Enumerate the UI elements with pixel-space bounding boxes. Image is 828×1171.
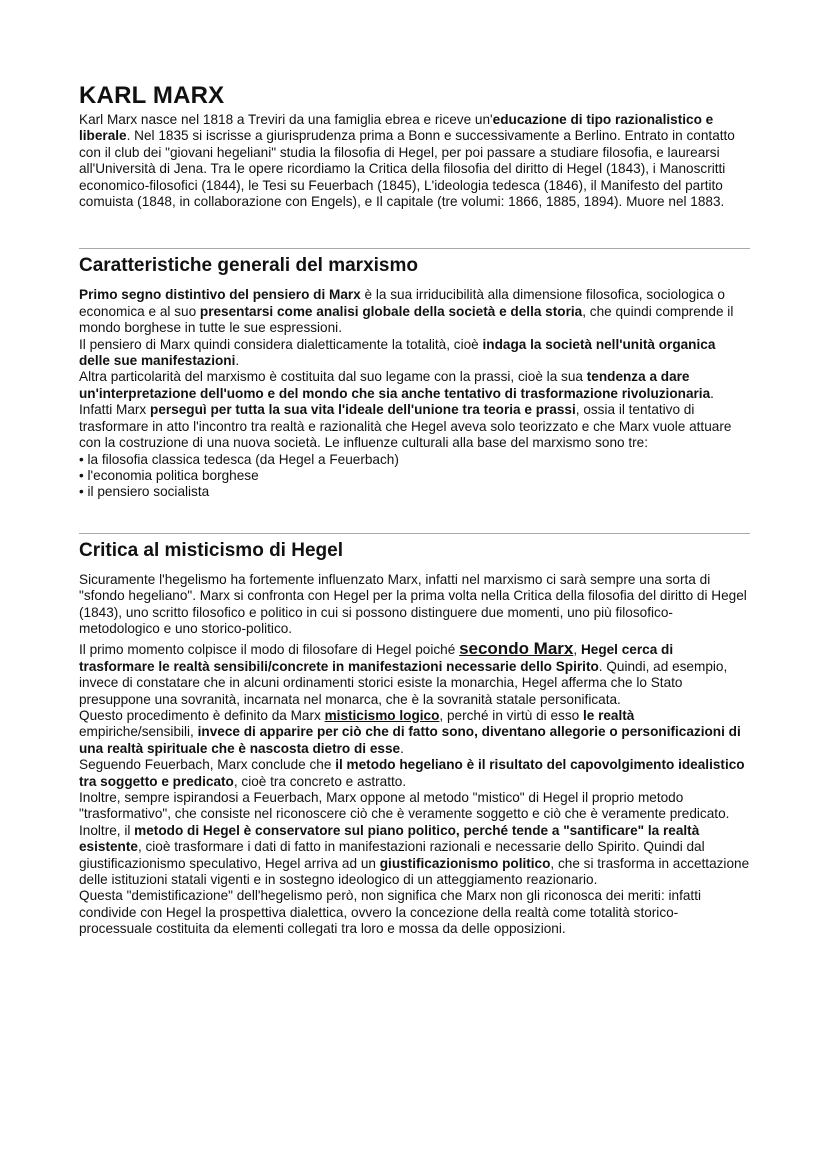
- bold-text: il metodo hegeliano è il risultato del capovolgimento idealistico tra soggetto e predicato: [79, 757, 745, 789]
- text-run: Il primo momento colpisce il modo di filosofare di Hegel poiché: [79, 642, 460, 658]
- influences-list: [79, 452, 750, 501]
- bold-text: tendenza a dare un'interpretazione dell'uomo e del mondo che sia anche tentativo di trasformazione rivoluzionaria: [79, 369, 711, 401]
- marxismo-paragraph-2: [79, 337, 750, 370]
- text-run: Il pensiero di Marx quindi considera dialetticamente la totalità, cioè: [79, 336, 483, 352]
- hegel-paragraph-4: [79, 757, 750, 790]
- bold-text: perseguì per tutta la sua vita l'ideale dell'unione tra teoria e prassi: [150, 402, 576, 418]
- text-run: è la sua irriducibilità alla dimensione filosofica, sociologica o economica e al suo: [79, 287, 725, 319]
- text-run: . Nel 1835 si iscrisse a giurisprudenza prima a Bonn e successivamente a Berlino. Entrato in contatto con il club dei "giovani hegeliani" studia la filosofia di Hegel, per poi passare a studiare filosofia, e laurearsi all'Università di Jena. Tra le opere ricordiamo la Critica della filosofia del diritto di Hegel (1843), i Manoscritti economico-filosofici (1844), le Tesi su Feuerbach (1845), L'ideologia tedesca (1846), il Manifesto del partito comuista (1848, in collaborazione con Engels), e Il capitale (tre volumi: 1866, 1885, 1894). Muore nel 1883.: [79, 128, 735, 210]
- emphasis-text: secondo Marx: [459, 639, 574, 659]
- text-run: , cioè tra concreto e astratto.: [233, 773, 407, 789]
- text-run: , che quindi comprende il mondo borghese in tutte le sue espressioni.: [79, 303, 734, 336]
- list-item: • la filosofia classica tedesca (da Hegel a Feuerbach): [79, 451, 399, 467]
- text-run: , perché in virtù di esso: [439, 707, 583, 723]
- bold-text: educazione di tipo razionalistico e liberale: [79, 112, 714, 144]
- bold-text: indaga la società nell'unità organica delle sue manifestazioni: [79, 336, 716, 369]
- section-heading-hegel: Critica al misticismo di Hegel: [79, 539, 343, 561]
- hegel-paragraph-6: Questa "demistificazione" dell'hegelismo però, non significa che Marx non gli riconosca dei meriti: infatti condivide con Hegel la prospettiva dialettica, ovvero la concezione della realtà come totalità storico-processuale costituita da elementi collegati tra loro e mossa da delle opposizioni.: [79, 888, 702, 937]
- text-run: empiriche/sensibili,: [79, 724, 198, 740]
- bold-text: le realtà: [582, 707, 635, 723]
- underlined-bold-text: misticismo logico: [324, 707, 440, 723]
- text-run: .: [400, 740, 404, 756]
- section-divider: [79, 248, 750, 249]
- bold-text: Hegel cerca di trasformare le realtà sensibili/concrete in manifestazioni necessarie dello Spirito: [79, 642, 674, 674]
- bold-text: Primo segno distintivo del pensiero di Marx: [79, 287, 361, 303]
- text-run: , ossia il tentativo di trasformare in atto l'incontro tra realtà e razionalità che Hegel aveva solo teorizzato e che Marx vuole attuare con la costruzione di una nuova società. Le influenze culturali alla base del marxismo sono tre:: [79, 402, 732, 451]
- list-item: • il pensiero socialista: [79, 484, 210, 500]
- hegel-paragraph-1: Sicuramente l'hegelismo ha fortemente influenzato Marx, infatti nel marxismo ci sarà sempre una sorta di "sfondo hegeliano". Marx si confronta con Hegel per la prima volta nella Critica della filosofia del diritto di Hegel (1843), uno scritto filosofico e politico in cui si possono distinguere due momenti, uno più filosofico-metodologico e uno storico-politico.: [79, 571, 747, 636]
- hegel-paragraph-3: [79, 708, 750, 757]
- text-run: . Quindi, ad esempio, invece di constatare che in alcuni ordinamenti storici esiste la monarchia, Hegel afferma che lo Stato presuppone una sovranità, incarnata nel monarca, che è la sovranità statale personificata.: [79, 658, 728, 707]
- text-run: , cioè trasformare i dati di fatto in manifestazioni razionali e necessarie dello Spirito. Quindi dal giustificazionismo speculativo, Hegel arriva ad un: [79, 839, 705, 871]
- bold-text: giustificazionismo politico: [379, 855, 551, 871]
- text-run: Karl Marx nasce nel 1818 a Treviri da una famiglia ebrea e riceve un': [79, 112, 493, 127]
- bold-text: presentarsi come analisi globale della società e della storia: [199, 303, 583, 319]
- page-title: KARL MARX: [79, 82, 225, 109]
- text-run: .: [235, 353, 240, 369]
- bold-text: invece di apparire per ciò che di fatto sono, diventano allegorie o personificazioni di una realtà spirituale che è nascosta dietro di esse: [79, 724, 741, 756]
- text-run: Questo procedimento è definito da Marx: [79, 707, 325, 723]
- text-run: . Infatti Marx: [79, 385, 714, 418]
- text-run: Altra particolarità del marxismo è costituita dal suo legame con la prassi, cioè la sua: [79, 369, 587, 385]
- biography-paragraph: [79, 112, 750, 210]
- list-item: • l'economia politica borghese: [79, 467, 259, 483]
- marxismo-paragraph-1: [79, 287, 750, 336]
- hegel-paragraph-5: [79, 790, 750, 888]
- hegel-paragraph-2: [79, 641, 750, 708]
- marxismo-paragraph-3: [79, 369, 750, 451]
- text-run: , che si trasforma in accettazione delle istituzioni statali vigenti e in sostegno ideologico di un atteggiamento reazionario.: [79, 855, 750, 888]
- section-heading-marxismo: Caratteristiche generali del marxismo: [79, 255, 418, 277]
- text-run: Seguendo Feuerbach, Marx conclude che: [79, 757, 336, 773]
- section-divider: [79, 533, 750, 534]
- text-run: ,: [573, 642, 581, 658]
- bold-text: metodo di Hegel è conservatore sul piano politico, perché tende a "santificare" la realtà esistente: [79, 822, 700, 855]
- text-run: Inoltre, sempre ispirandosi a Feuerbach, Marx oppone al metodo "mistico" di Hegel il proprio metodo "trasformativo", che consiste nel riconoscere ciò che è veramente soggetto e ciò che è veramente predicato. Inoltre, il: [79, 790, 730, 838]
